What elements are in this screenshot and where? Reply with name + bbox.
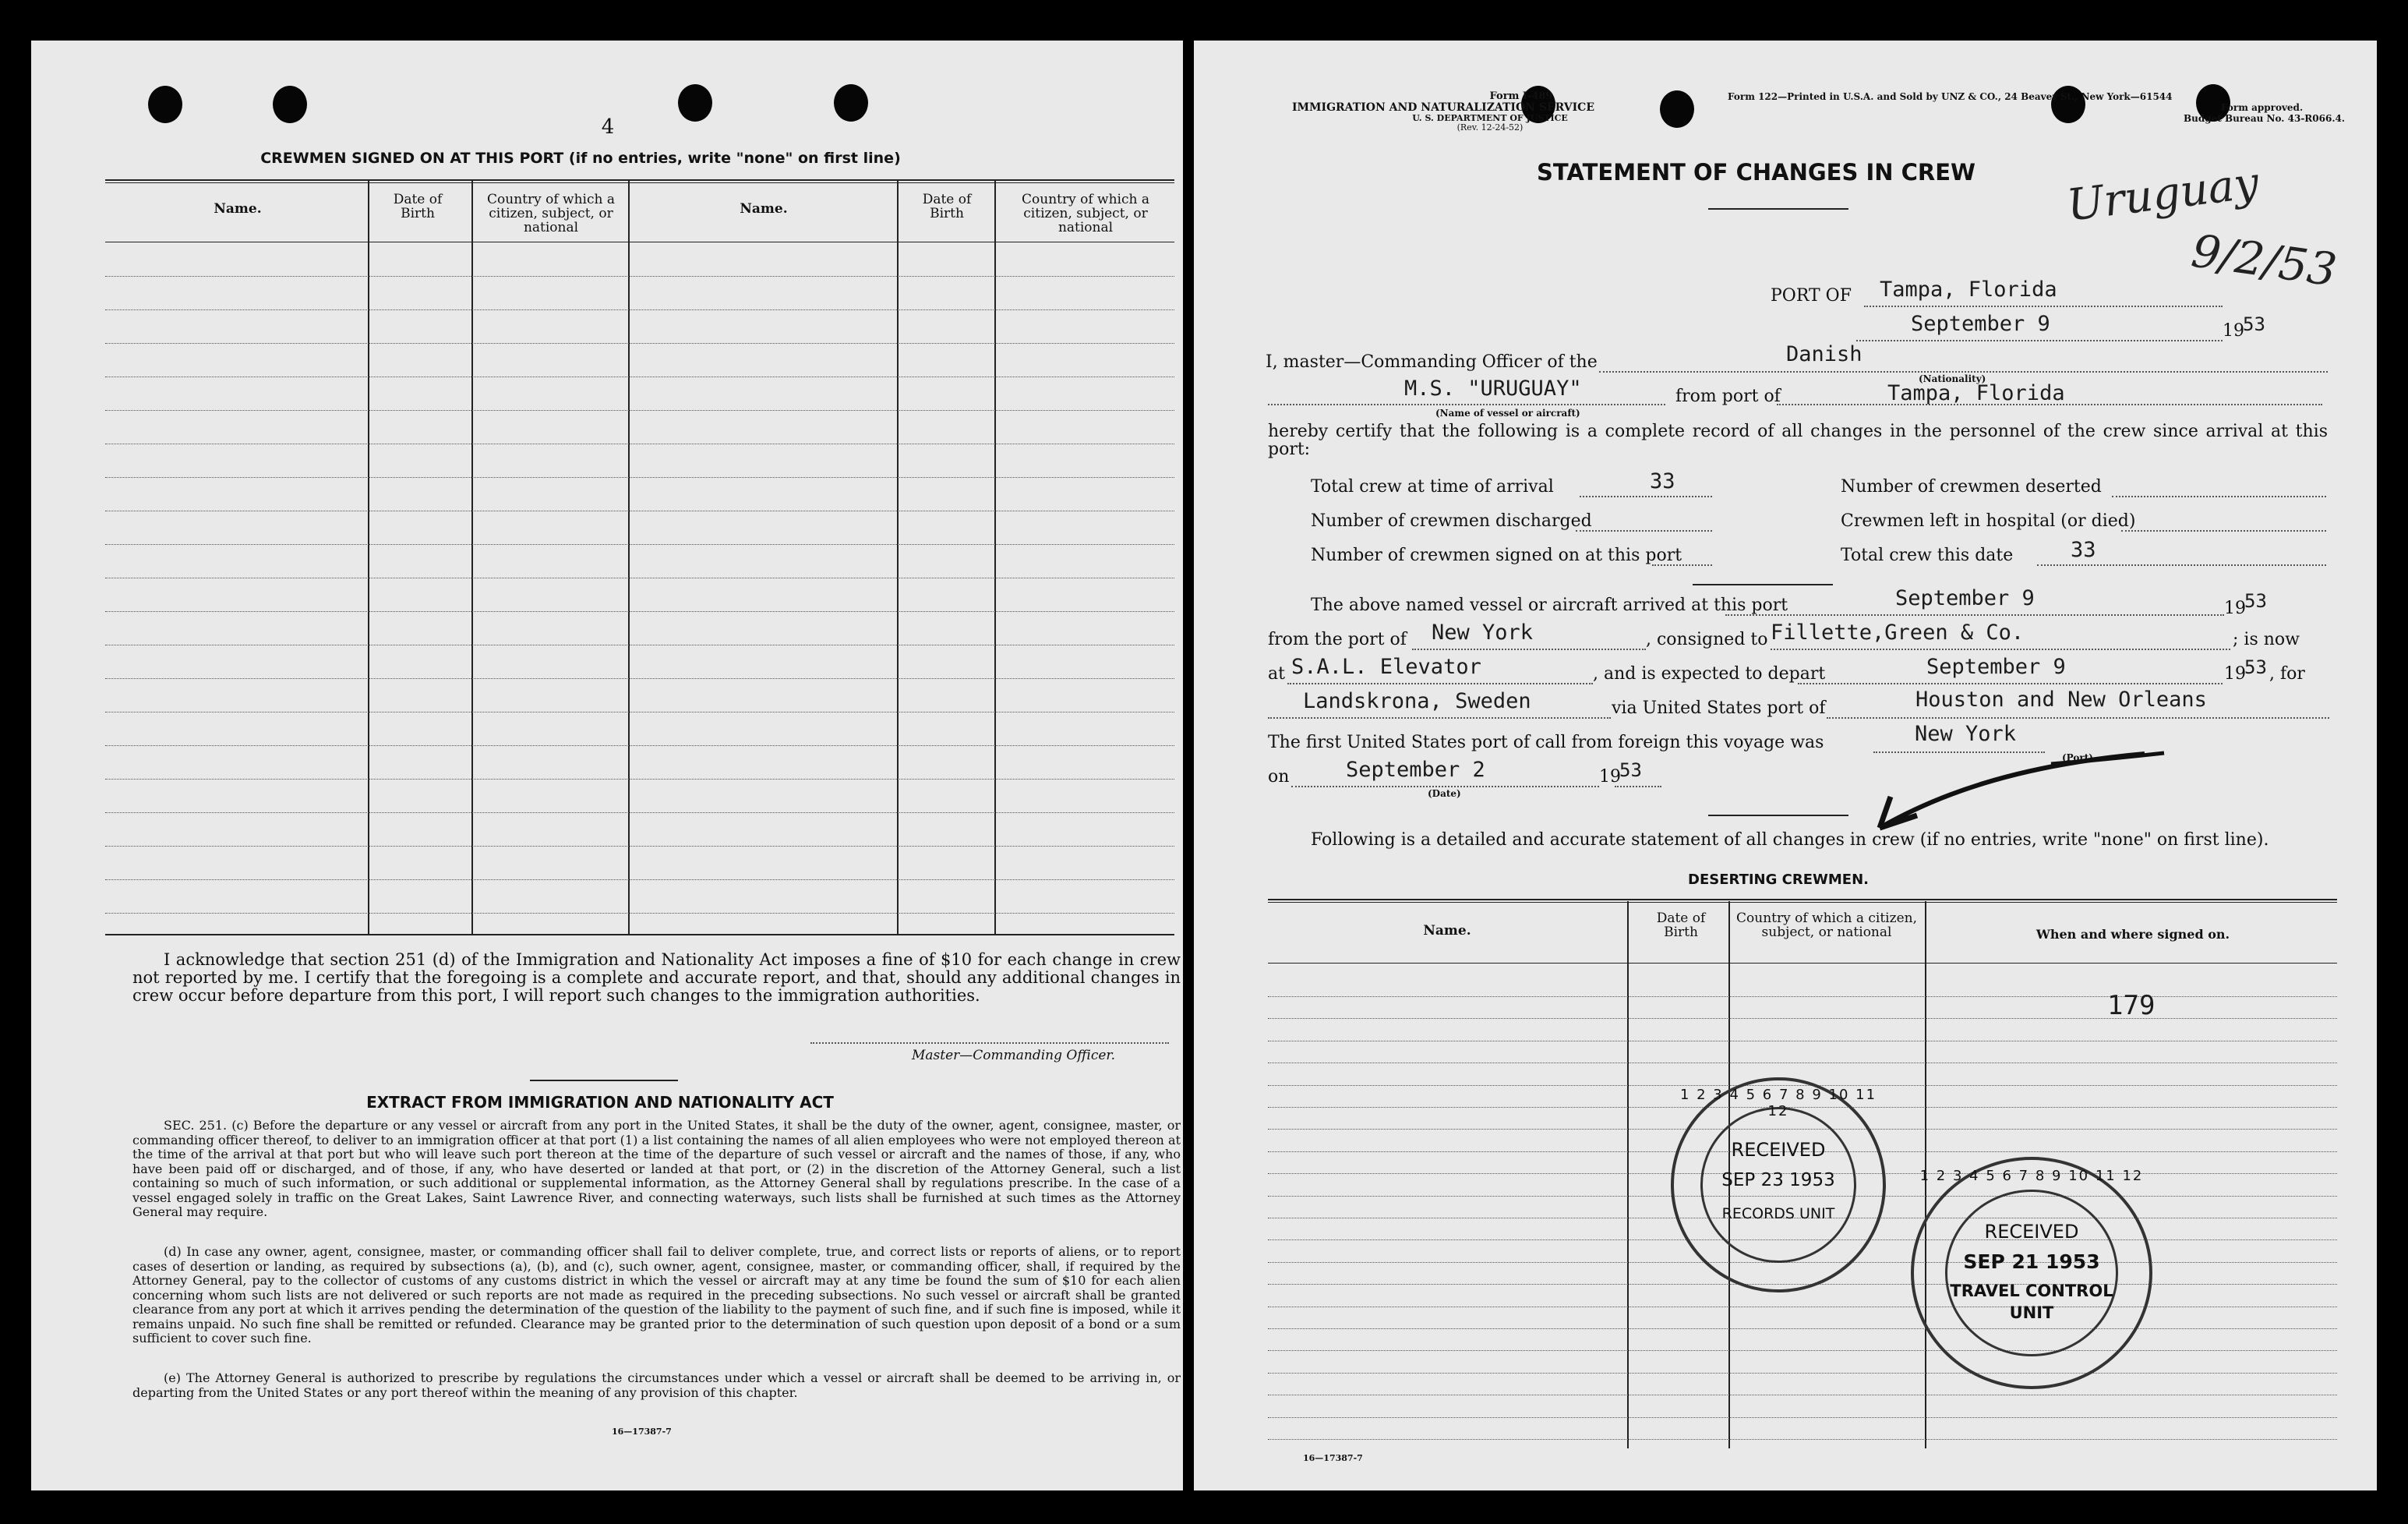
destination-value: Landskrona, Sweden: [1303, 689, 1531, 713]
location-value: S.A.L. Elevator: [1291, 655, 1481, 679]
page-number: 4: [601, 115, 615, 139]
column-header: Country of which a citizen, subject, or national: [487, 192, 615, 235]
stamp-number: 179: [2107, 990, 2156, 1021]
hand-drawn-arrow-icon: [1856, 734, 2168, 836]
table-row: [1268, 1350, 2337, 1351]
column-header: When and where signed on.: [2036, 927, 2230, 942]
year-prefix: 19: [2224, 599, 2246, 618]
right-page: [1194, 41, 2377, 1490]
printer-line: Form 122—Printed in U.S.A. and Sold by UNZ & CO., 24 Beaver St., New York—61544: [1728, 91, 2173, 102]
from-port-label: from port of: [1675, 387, 1781, 406]
signature-line: [810, 1042, 1169, 1044]
master-label: I, master—Commanding Officer of the: [1266, 352, 1598, 372]
handwritten-date: 9/2/53: [2188, 224, 2340, 297]
column-header: Date of Birth: [393, 192, 443, 221]
arrived-date-value: September 9: [1895, 586, 2035, 610]
table-row: [1268, 1328, 2337, 1329]
stamp-received: RECEIVED: [1984, 1221, 2079, 1243]
following-text: Following is a detailed and accurate statement of all changes in crew (if no entries, write "none" on first line).: [1311, 830, 2269, 850]
hospital-label: Crewmen left in hospital (or died): [1841, 511, 2136, 531]
table-row: [1268, 1417, 2337, 1418]
depart-year-value: 53: [2244, 656, 2267, 678]
deserting-heading: DESERTING CREWMEN.: [1688, 872, 1869, 888]
port-value: Tampa, Florida: [1880, 278, 2057, 302]
expected-label: , and is expected to depart: [1593, 664, 1826, 684]
consigned-label: , consigned to: [1646, 630, 1768, 649]
vessel-caption: (Name of vessel or aircraft): [1435, 408, 1580, 419]
handwritten-country: Uruguay: [2064, 157, 2262, 232]
total-date-value: 33: [2071, 538, 2096, 562]
footer-code: 16—17387-7: [1303, 1453, 1363, 1463]
is-now-label: ; is now: [2233, 630, 2300, 649]
total-date-label: Total crew this date: [1841, 546, 2014, 565]
port-of-label: PORT OF: [1771, 286, 1852, 306]
deserted-label: Number of crewmen deserted: [1841, 477, 2102, 497]
vessel-value: M.S. "URUGUAY": [1404, 377, 1582, 401]
punch-hole: [148, 86, 182, 123]
column-header: Country of which a citizen, subject, or national: [1022, 192, 1149, 235]
table-row: [105, 846, 1174, 847]
nationality-caption: (Nationality): [1919, 373, 1986, 384]
table-row: [1268, 1018, 2337, 1019]
agency: IMMIGRATION AND NATURALIZATION SERVICE: [1292, 101, 1594, 114]
budget-bureau: Budget Bureau No. 43-R066.4.: [2184, 113, 2346, 124]
section-heading: CREWMEN SIGNED ON AT THIS PORT (if no entries, write "none" on first line): [260, 150, 901, 167]
received-stamp-travel-control: [1911, 1157, 2152, 1389]
table-row: [105, 410, 1174, 411]
revision: (Rev. 12-24-52): [1456, 122, 1524, 133]
stamp-received: RECEIVED: [1731, 1139, 1826, 1161]
stamp-date: SEP 21 1953: [1963, 1250, 2100, 1273]
column-header: Country of which a citizen, subject, or national: [1736, 911, 1917, 940]
footer-code: 16—17387-7: [612, 1427, 672, 1437]
stamp-unit: RECORDS UNIT: [1721, 1205, 1835, 1222]
divider: [530, 1080, 678, 1081]
from-the-port-label: from the port of: [1268, 630, 1407, 649]
via-ports-value: Houston and New Orleans: [1915, 688, 2207, 712]
signature-caption: Master—Commanding Officer.: [912, 1048, 1116, 1063]
punch-hole: [678, 84, 712, 122]
first-port-value: New York: [1915, 722, 2017, 746]
table-row: [105, 779, 1174, 780]
stamp-unit: UNIT: [2009, 1303, 2054, 1322]
punch-hole: [273, 86, 307, 123]
column-header: Date of Birth: [922, 192, 972, 221]
from-port-value: Tampa, Florida: [1887, 381, 2065, 405]
acknowledgment-text: I acknowledge that section 251 (d) of the Immigration and Nationality Act imposes a fine of $10 for each change in crew not reported by me. I certify that the foregoing is a complete and accurate report, and that, should any additional changes in crew occur before departure from this port, I will report such changes to the immigration authorities.: [132, 950, 1181, 1005]
port-caption: (Port): [2062, 752, 2093, 763]
on-label: on: [1268, 767, 1290, 787]
year-value: 53: [2243, 313, 2265, 335]
stamp-ring-numbers: 1 2 3 4 5 6 7 8 9 10 11 12: [1919, 1168, 2144, 1184]
first-year-value: 53: [1619, 759, 1642, 781]
table-row: [105, 913, 1174, 914]
origin-port-value: New York: [1432, 621, 1534, 645]
extract-title: EXTRACT FROM IMMIGRATION AND NATIONALITY ACT: [366, 1093, 834, 1112]
form-number: Form I-489: [1489, 90, 1553, 102]
certify-text: hereby certify that the following is a complete record of all changes in the personnel of the crew since arrival at this port:: [1268, 422, 2328, 459]
table-row: [105, 611, 1174, 612]
form-approved: Form approved.: [2221, 102, 2304, 113]
act-section-d: (d) In case any owner, agent, consignee, master, or commanding officer shall fail to deliver complete, true, and correct lists or reports of aliens, or to report cases of desertion or landing, as required by subsections (a), (b), and (c), such owner, agent, consignee, master, or commanding officer, shall, if required by the Attorney General, pay to the collector of customs of any customs district in which the vessel or aircraft may at any time be found the sum of $10 for each alien concerning whom such lists are not delivered or such reports are not made as required in the preceding subsections. No such vessel or aircraft shall be granted clearance from any port at which it arrives pending the determination of the question of the liability to the payment of such fine, and if such fine is imposed, while it remains unpaid. No such fine shall be remitted or refunded. Clearance may be granted prior to the determination of such question upon deposit of a bond or a sum sufficient to cover such fine.: [132, 1244, 1181, 1345]
discharged-label: Number of crewmen discharged: [1311, 511, 1592, 531]
at-label: at: [1268, 664, 1285, 684]
depart-date-value: September 9: [1926, 655, 2066, 679]
table-row: [105, 309, 1174, 310]
year-prefix: 19: [2224, 664, 2246, 684]
year-prefix: 19: [1599, 767, 1621, 787]
form-title: STATEMENT OF CHANGES IN CREW: [1537, 159, 1976, 186]
left-page: [31, 41, 1183, 1490]
total-arrival-value: 33: [1650, 469, 1675, 493]
year-prefix: 19: [2223, 321, 2244, 341]
date-caption: (Date): [1428, 788, 1461, 799]
table-row: [105, 477, 1174, 478]
for-label: , for: [2269, 664, 2305, 684]
table-row: [1268, 1439, 2337, 1440]
table-row: [105, 879, 1174, 880]
table-row: [1268, 996, 2337, 997]
table-row: [105, 745, 1174, 746]
first-port-label: The first United States port of call from foreign this voyage was: [1268, 733, 1824, 752]
nationality-value: Danish: [1786, 342, 1862, 366]
column-header: Date of Birth: [1656, 911, 1706, 940]
consignee-value: Fillette,Green & Co.: [1771, 621, 2025, 645]
first-date-value: September 2: [1346, 758, 1485, 782]
column-header: Name.: [740, 201, 788, 217]
date-value: September 9: [1911, 312, 2050, 336]
table-row: [1268, 1373, 2337, 1374]
stamp-ring-numbers: 1 2 3 4 5 6 7 8 9 10 11 12: [1679, 1087, 1877, 1119]
column-header: Name.: [1423, 923, 1471, 939]
total-arrival-label: Total crew at time of arrival: [1311, 477, 1554, 497]
table-row: [105, 678, 1174, 679]
act-section-e: (e) The Attorney General is authorized to prescribe by regulations the circumstances under which a vessel or aircraft shall be deemed to be arriving in, or departing from the United States or any port thereof within the meaning of any provision of this chapter.: [132, 1370, 1181, 1400]
table-row: [105, 276, 1174, 277]
table-row: [105, 343, 1174, 344]
act-section-c: SEC. 251. (c) Before the departure or any vessel or aircraft from any port in the United States, it shall be the duty of the owner, agent, consignee, master, or commanding officer thereof, to deliver to an immigration officer at that port (1) a list containing the names of all alien employees who were not employed thereon at the time of the arrival at that port but who will leave such port thereon at the time of the departure of such vessel or aircraft and the names of those, if any, who have been paid off or discharged, and of those, if any, who have deserted or landed at that port, or (2) in the discretion of the Attorney General, such a list containing so much of such information, or such additional or supplemental information, as the Attorney General shall by regulations prescribe. In the case of a vessel engaged solely in traffic on the Great Lakes, Saint Lawrence River, and connecting waterways, such lists shall be furnished at such times as the Attorney General may require.: [132, 1118, 1181, 1219]
arrived-year-value: 53: [2244, 590, 2267, 612]
stamp-unit: TRAVEL CONTROL: [1950, 1282, 2113, 1300]
table-row: [105, 544, 1174, 545]
arrived-label: The above named vessel or aircraft arrived at this port: [1311, 596, 1788, 615]
table-row: [105, 812, 1174, 813]
punch-hole: [834, 84, 868, 122]
column-header: Name.: [214, 201, 262, 217]
signed-on-label: Number of crewmen signed on at this port: [1311, 546, 1682, 565]
department: U. S. DEPARTMENT OF JUSTICE: [1412, 113, 1568, 123]
received-stamp-records: [1671, 1077, 1886, 1292]
via-label: via United States port of: [1612, 698, 1826, 718]
stamp-date: SEP 23 1953: [1721, 1170, 1835, 1190]
